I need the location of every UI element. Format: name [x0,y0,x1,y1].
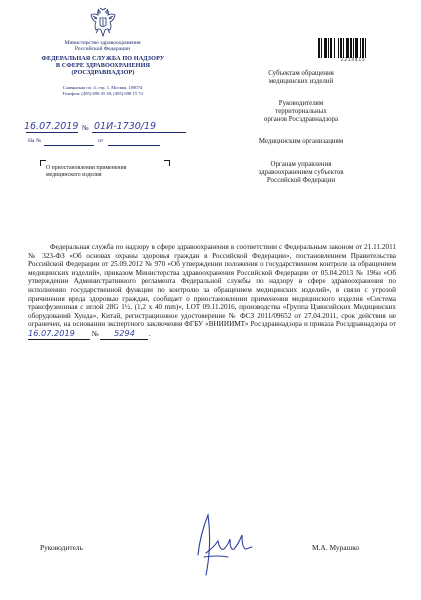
reference-line: На № от [28,138,188,148]
service-name: ФЕДЕРАЛЬНАЯ СЛУЖБА ПО НАДЗОРУ В СФЕРЕ ЗДРАВООХРАНЕНИЯ (РОСЗДРАВНАДЗОР) [41,55,165,77]
subject-line: О приостановлении применения медицинского изделия [46,165,127,178]
coat-of-arms-emblem [88,6,118,38]
ministry-name: Министерство здравоохранения Российской Федерации [64,40,141,53]
recipient-1: Субъектам обращения медицинских изделий [268,70,334,86]
registration-line: 16.07.2019 № 01И-1730/19 [20,121,190,135]
recipient-3: Медицинским организациям [258,138,344,146]
barcode [318,38,388,58]
address-block: Славянская пл. 4, стр. 1, Москва, 109074 Телефон: (495) 698 45 38; (495) 698 15 74 [62,85,143,96]
recipient-4: Органам управления здравоохранением субъектов Российской Федерации [258,160,344,184]
registration-date: 16.07.2019 [24,121,79,132]
signatory-name: М.А. Мурашко [312,543,360,552]
handwritten-signature [168,505,273,580]
recipient-2: Руководителям территориальных органов Росздравнадзора [263,100,339,124]
signatory-role: Руководитель [40,543,83,552]
order-date: 16.07.2019 [28,327,75,338]
recipients-block [230,70,372,194]
registration-number: 01И-1730/19 [94,121,157,132]
barcode-number: 2314415 [340,58,366,63]
order-number: 5294 [114,327,135,338]
letter-body: Федеральная служба по надзору в сфере здравоохранения в соответствии с Федеральным законом от 21.11.2011 № 323-ФЗ «Об основах охраны здоровья граждан в Российской Федерации», постановлением Правительства Российской Федерации от 25.09.2012 № 970 «Об утверждении положения о государственном контроле за обращением медицинских изделий», приказом Министерства здравоохранения Российской Федерации от 05.04.2013 № 196н «Об утверждении Административного регламента Федеральной службы по надзору в сфере здравоохранения по исполнению государственной функции по контролю за обращением медицинских изделий», в связи с угрозой причинения вреда здоровью граждан, сообщает о приостановлении применения медицинского изделия «Система трансфузионная с иглой 28G 1½, (1,2 х 40 mm)», LOT 09.11.2016, производства «Группа Цзянсийских Медицинских оборудований Хунда», Китай, регистрационное удостоверение № ФСЗ 2011/09652 от 27.04.2011, срок действия не ограничен, на основании экспертного заключения ФГБУ «ВНИИИМТ» Росздравнадзора и приказа Росздравнадзора от 16.07.2019 № 5294 . [28,243,396,338]
